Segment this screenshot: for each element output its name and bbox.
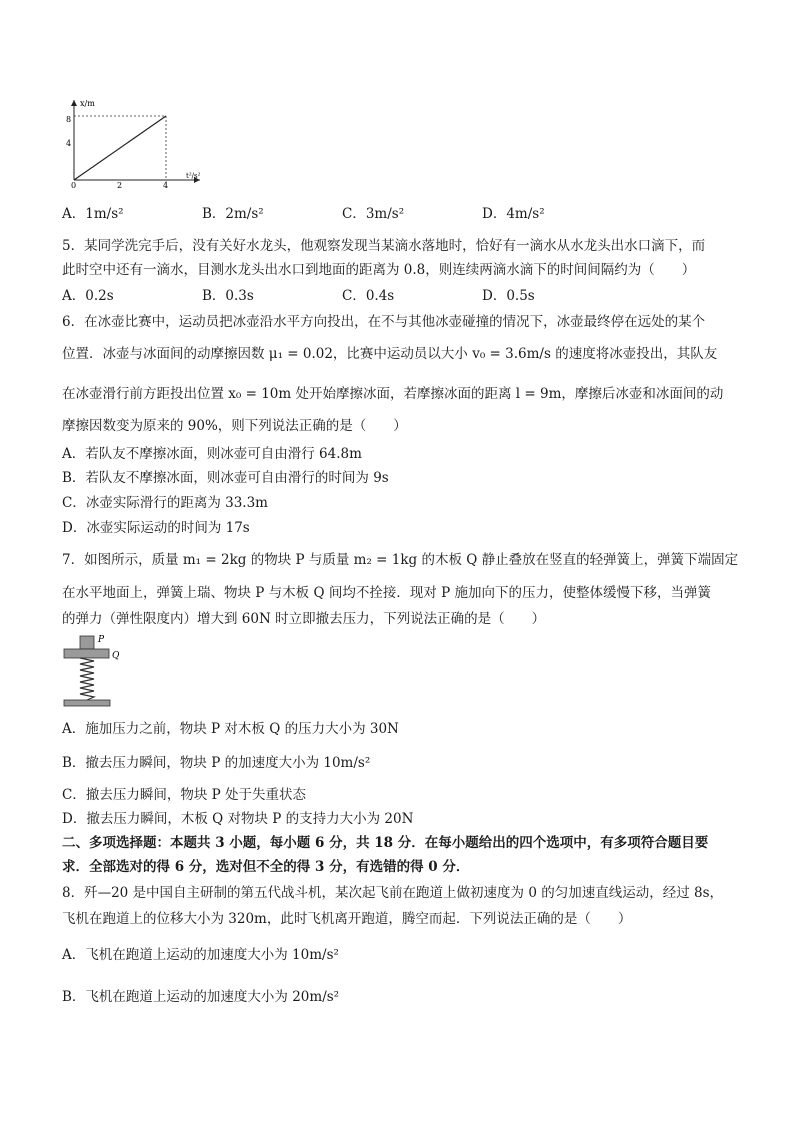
q5-option-d: D．0.5s (482, 288, 535, 304)
x-tick-0: 0 (71, 181, 77, 188)
q7-stem-line-2: 在水平地面上，弹簧上瑞、物块 P 与木板 Q 间均不拴接．现对 P 施加向下的压力，使整体缓慢下移，当弹簧 (62, 585, 711, 601)
q8-option-a: A．飞机在跑道上运动的加速度大小为 10m/s² (62, 947, 339, 963)
label-q: Q (112, 651, 120, 661)
q4-option-b: B．2m/s² (202, 206, 264, 222)
spring-coil (80, 658, 94, 700)
q6-option-b: B．若队友不摩擦冰面，则冰壶可自由滑行的时间为 9s (62, 470, 389, 486)
q6-option-d: D．冰壶实际运动的时间为 17s (62, 520, 250, 536)
q8-stem-line-2: 飞机在跑道上的位移大小为 320m，此时飞机离开跑道，腾空而起．下列说法正确的是（ ） (62, 911, 632, 927)
spring-block-figure (60, 632, 140, 710)
x-tick-4: 4 (163, 181, 169, 188)
section2-heading-line-2: 求．全部选对的得 6 分，选对但不全的得 3 分，有选错的得 0 分． (62, 859, 470, 875)
ground (64, 700, 110, 706)
q7-option-c: C．撤去压力瞬间，物块 P 处于失重状态 (62, 787, 306, 803)
q7-stem-line-1: 7．如图所示，质量 m₁ = 2kg 的物块 P 与质量 m₂ = 1kg 的木板 Q 静止叠放在竖直的轻弹簧上，弹簧下端固定 (62, 552, 739, 568)
graph-data-line (74, 116, 166, 180)
x-axis-label: t²/s² (186, 172, 201, 180)
q6-stem-line-1: 6．在冰壶比赛中，运动员把冰壶沿水平方向投出，在不与其他冰壶碰撞的情况下，冰壶最终停在远处的某个 (62, 314, 706, 330)
q4-options (62, 205, 762, 223)
q5-option-a: A．0.2s (62, 288, 114, 304)
q5-option-b: B．0.3s (202, 288, 254, 304)
block-p (80, 636, 94, 649)
label-p: P (98, 635, 105, 645)
q7-option-a: A．施加压力之前，物块 P 对木板 Q 的压力大小为 30N (62, 721, 399, 737)
q7-stem-line-3: 的弹力（弹性限度内）增大到 60N 时立即撤去压力，下列说法正确的是（ ） (62, 611, 546, 627)
q4-option-d: D．4m/s² (482, 206, 545, 222)
y-tick-4: 4 (66, 139, 72, 148)
q6-option-c: C．冰壶实际滑行的距离为 33.3m (62, 495, 268, 511)
graph-axes (71, 100, 200, 183)
section2-heading-line-1: 二、多项选择题：本题共 3 小题，每小题 6 分，共 18 分．在每小题给出的四个选项中，有多项符合题目要 (62, 835, 709, 851)
x-tick-2: 2 (117, 181, 123, 188)
q5-option-c: C．0.4s (342, 288, 395, 304)
q4-option-c: C．3m/s² (342, 206, 405, 222)
q7-option-d: D．撤去压力瞬间，木板 Q 对物块 P 的支持力大小为 20N (62, 811, 414, 827)
board-q (64, 649, 109, 658)
q6-stem-line-2: 位置．冰壶与冰面间的动摩擦因数 μ₁ = 0.02，比赛中运动员以大小 v₀ = 3.6m/s 的速度将冰壶投出，其队友 (62, 346, 718, 362)
q7-option-b: B．撤去压力瞬间，物块 P 的加速度大小为 10m/s² (62, 755, 371, 771)
q6-option-a: A．若队友不摩擦冰面，则冰壶可自由滑行 64.8m (62, 446, 362, 462)
q8-stem-line-1: 8．歼—20 是中国自主研制的第五代战斗机，某次起飞前在跑道上做初速度为 0 的匀加速直线运动，经过 8s， (62, 885, 724, 901)
q6-stem-line-4: 摩擦因数变为原来的 90%，则下列说法正确的是（ ） (62, 418, 407, 434)
y-axis-label: x/m (80, 99, 95, 108)
q5-options (62, 287, 762, 305)
q5-stem-line-2: 此时空中还有一滴水，目测水龙头出水口到地面的距离为 0.8，则连续两滴水滴下的时间间隔约为（ ） (62, 262, 696, 278)
q5-stem-line-1: 5．某同学洗完手后，没有关好水龙头，他观察发现当某滴水落地时，恰好有一滴水从水龙头出水口滴下，而 (62, 238, 706, 254)
q8-option-b: B．飞机在跑道上运动的加速度大小为 20m/s² (62, 989, 340, 1005)
y-tick-8: 8 (66, 115, 72, 124)
q4-option-a: A．1m/s² (62, 206, 124, 222)
q6-stem-line-3: 在冰壶滑行前方距投出位置 x₀ = 10m 处开始摩擦冰面，若摩擦冰面的距离 l = 9m，摩擦后冰壶和冰面间的动 (62, 386, 724, 402)
x-t2-graph (60, 96, 210, 188)
